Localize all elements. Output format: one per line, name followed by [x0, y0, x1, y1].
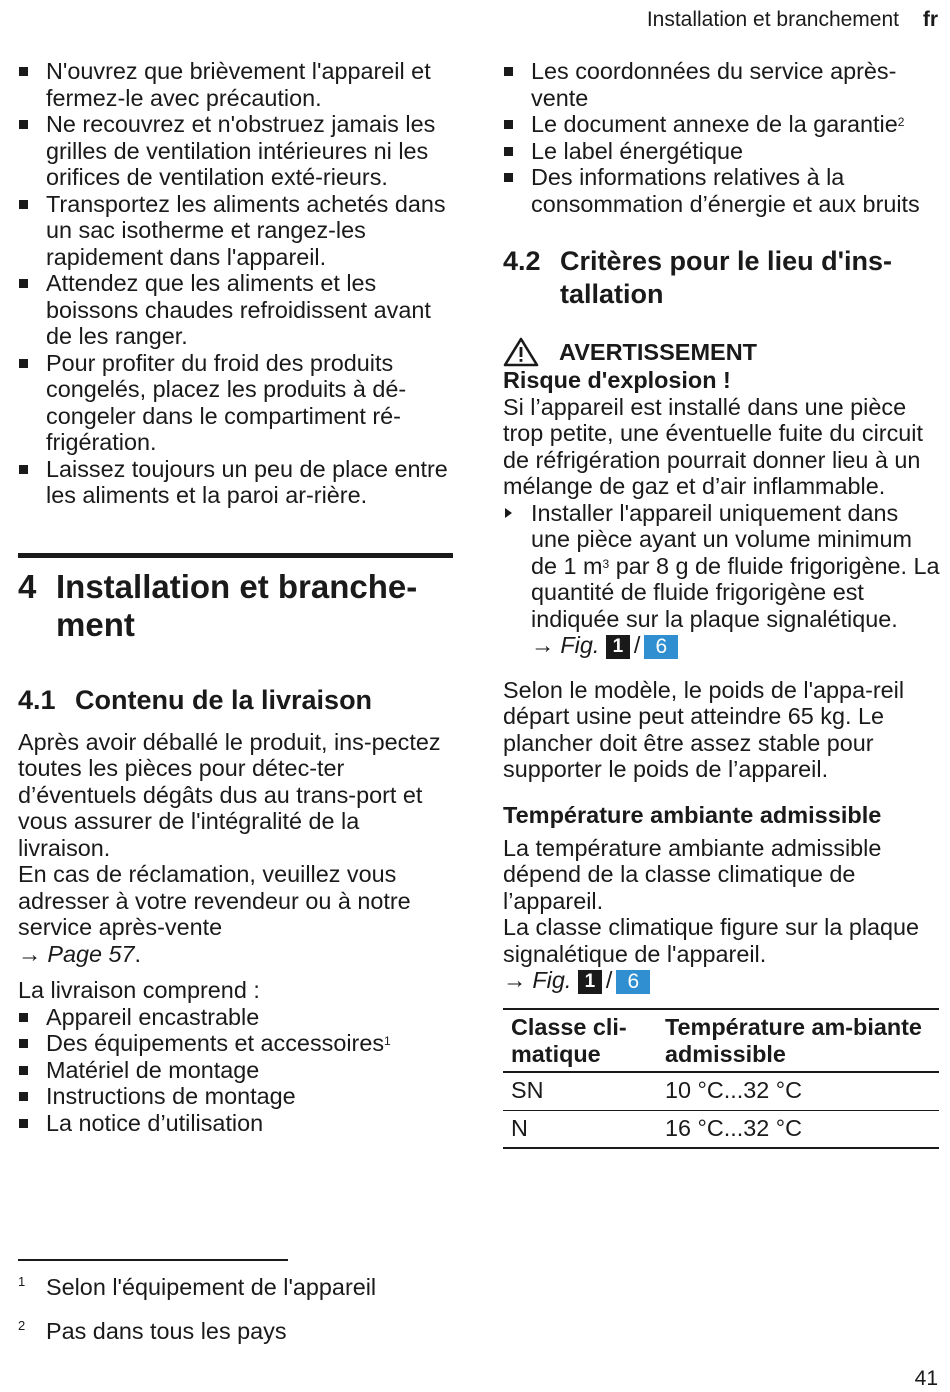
section-4-heading — [18, 568, 453, 644]
temperature-paragraph-1: La température ambiante admissible dépend de la classe climatique de l’appareil. — [503, 834, 882, 914]
list-item: Des informations relatives à la consommation d’énergie et aux bruits — [503, 164, 941, 217]
table-cell: SN — [503, 1072, 657, 1110]
figure-badge-1[interactable]: 1 — [606, 635, 630, 659]
delivery-list-intro: La livraison comprend : — [18, 977, 260, 1003]
section-4-2-heading — [503, 245, 941, 311]
section-4-1-heading — [18, 684, 453, 717]
right-column — [503, 58, 941, 1149]
arrow-right-icon: → — [531, 632, 555, 658]
footnote-mark: 1 — [18, 1274, 26, 1289]
list-item: Le label énergétique — [503, 138, 941, 165]
column-header: Température am-biante admissible — [665, 1014, 922, 1067]
usage-tips-list — [18, 58, 453, 509]
footnote-text: Selon l'équipement de l'appareil — [46, 1274, 377, 1300]
section-title: Critères pour le lieu d'ins-tallation — [560, 246, 892, 309]
list-item: Le document annexe de la garantie$^2$ — [503, 111, 941, 138]
section-title: Contenu de la livraison — [75, 684, 373, 715]
list-item: Pour profiter du froid des produits congelés, placez les produits à dé-congeler dans le compartiment ré-frigération. — [18, 350, 453, 456]
list-item: Laissez toujours un peu de place entre les aliments et la paroi ar-rière. — [18, 456, 453, 509]
instruction-step: Installer l'appareil uniquement dans une pièce ayant un volume minimum de 1 $m^3$ par 8 g de fluide frigorigène. La quantité de fluide frigorigène est indiquée sur la plaque signalétique. → Fig. 1 / 6 — [503, 500, 941, 659]
list-item: Les coordonnées du service après-vente — [503, 58, 941, 111]
weight-paragraph: Selon le modèle, le poids de l'appa-reil départ usine peut atteindre 65 kg. Le plancher doit être assez stable pour supporter le poids de l’appareil. — [503, 676, 905, 783]
instruction-list — [503, 500, 941, 659]
list-item: Attendez que les aliments et les boissons chaudes refroidissent avant de les ranger. — [18, 270, 453, 350]
temperature-paragraph-2: La classe climatique figure sur la plaque signalétique de l'appareil. — [503, 914, 920, 967]
list-item: Instructions de montage — [18, 1083, 453, 1110]
list-item: La notice d’utilisation — [18, 1110, 453, 1137]
list-item: Appareil encastrable — [18, 1004, 453, 1031]
page-header — [647, 8, 938, 32]
page-reference[interactable]: → Page 57. — [18, 940, 142, 967]
delivery-list — [18, 1004, 453, 1137]
table-row — [503, 1072, 939, 1110]
footnote-1 — [18, 1274, 376, 1300]
footnote-ref[interactable]: 2 — [897, 115, 905, 129]
figure-reference[interactable]: → Fig. 1 / 6 — [503, 967, 941, 994]
warning-label: AVERTISSEMENT — [559, 339, 758, 365]
page-number: 41 — [914, 1367, 938, 1390]
figure-link[interactable]: Fig. — [560, 632, 600, 658]
figure-badge-6[interactable]: 6 — [616, 970, 650, 994]
section-number: 4.2 — [503, 246, 541, 276]
delivery-intro-paragraph: Après avoir déballé le produit, ins-pectez toutes les pièces pour détec-ter d’éventuels dégâts dus au trans-port et vous assurer de l'intégralité de la livraison. — [18, 728, 441, 861]
page-link[interactable]: Page 57 — [47, 940, 135, 967]
footnote-2 — [18, 1318, 287, 1344]
left-column — [18, 58, 453, 1136]
climate-class-table — [503, 1008, 939, 1149]
footnote-divider — [18, 1259, 288, 1261]
footnote-text: Pas dans tous les pays — [46, 1318, 287, 1344]
warning-heading — [503, 337, 941, 367]
figure-badge-1[interactable]: 1 — [578, 970, 602, 994]
column-header: Classe cli-matique — [511, 1014, 627, 1067]
header-title: Installation et branchement — [646, 8, 899, 31]
claim-paragraph: En cas de réclamation, veuillez vous adresser à votre revendeur ou à notre service après-vente — [18, 861, 411, 940]
table-row — [503, 1110, 939, 1148]
section-number: 4 — [18, 567, 37, 605]
list-item: Des équipements et accessoires$^1$ — [18, 1030, 453, 1057]
arrow-right-icon: → — [503, 967, 527, 994]
arrow-right-icon: → — [18, 940, 42, 967]
list-item: Ne recouvrez et n'obstruez jamais les grilles de ventilation intérieures ni les orifices de ventilation exté-rieurs. — [18, 111, 453, 191]
section-divider — [18, 553, 453, 558]
table-cell: N — [503, 1110, 657, 1148]
delivery-list-continued — [503, 58, 941, 217]
section-title: Installation et branche-ment — [56, 567, 418, 643]
warning-triangle-icon — [503, 337, 539, 367]
list-item: Matériel de montage — [18, 1057, 453, 1084]
table-cell: 16 °C...32 °C — [657, 1110, 939, 1148]
warning-text: Si l’appareil est installé dans une pièce trop petite, une éventuelle fuite du circuit de réfrigération pourrait donner lieu à un mélange de gaz et d’air inflammable. — [503, 393, 923, 499]
footnote-ref[interactable]: 1 — [384, 1034, 391, 1048]
figure-badge-6[interactable]: 6 — [644, 635, 678, 659]
temperature-heading: Température ambiante admissible — [503, 801, 882, 828]
footnote-mark: 2 — [18, 1318, 26, 1333]
section-number: 4.1 — [18, 684, 56, 715]
table-header-row — [503, 1009, 939, 1072]
list-item: Transportez les aliments achetés dans un sac isotherme et rangez-les rapidement dans l'appareil. — [18, 191, 453, 271]
header-language: fr — [922, 8, 938, 31]
table-cell: 10 °C...32 °C — [657, 1072, 939, 1110]
list-item: N'ouvrez que brièvement l'appareil et fermez-le avec précaution. — [18, 58, 453, 111]
figure-link[interactable]: Fig. — [532, 967, 572, 994]
warning-subtitle: Risque d'explosion ! — [503, 367, 731, 393]
